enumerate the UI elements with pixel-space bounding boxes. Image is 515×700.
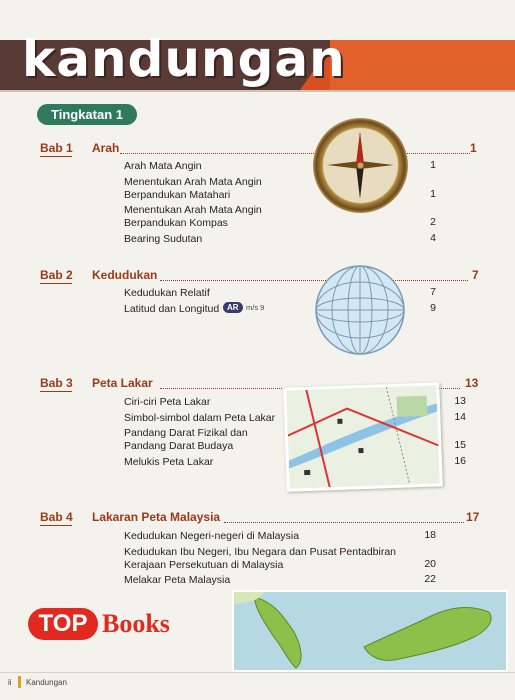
compass-image xyxy=(313,118,408,213)
toc-item[interactable]: Melukis Peta Lakar xyxy=(124,456,214,468)
toc-item[interactable]: Berpandukan Kompas xyxy=(124,217,228,229)
divider xyxy=(0,90,515,92)
toc-item[interactable]: Ciri-ciri Peta Lakar xyxy=(124,396,211,408)
chapter-page: 1 xyxy=(470,141,477,155)
topbooks-logo xyxy=(28,608,170,640)
toc-item[interactable]: Arah Mata Angin xyxy=(124,160,202,172)
toc-item[interactable]: Berpandukan Matahari xyxy=(124,189,231,201)
chapter-title[interactable]: Arah xyxy=(92,141,120,155)
chapter-page: 7 xyxy=(472,268,479,282)
toc-item[interactable]: Simbol-simbol dalam Peta Lakar xyxy=(124,412,276,424)
chapter-page: 13 xyxy=(465,376,479,390)
leader-dots xyxy=(224,522,464,523)
ar-suffix: m/s 9 xyxy=(246,303,265,312)
chapter-underline xyxy=(40,391,72,392)
footer-page-number: ii xyxy=(8,678,12,687)
toc-page: 9 xyxy=(430,302,436,314)
toc-item[interactable]: Kedudukan Relatif xyxy=(124,287,210,299)
footer-label: Kandungan xyxy=(26,678,67,687)
toc-page: 4 xyxy=(430,232,436,244)
toc-page: 1 xyxy=(430,159,436,171)
toc-item[interactable]: Pandang Darat Fizikal dan xyxy=(124,427,248,439)
toc-page: 14 xyxy=(454,411,466,423)
logo-books-text: Books xyxy=(102,609,170,638)
toc-item[interactable]: Pandang Darat Budaya xyxy=(124,440,234,452)
toc-item[interactable]: Menentukan Arah Mata Angin xyxy=(124,176,262,188)
chapter-page: 17 xyxy=(466,510,480,524)
header-accent-block xyxy=(330,40,515,90)
chapter-number[interactable]: Bab 2 xyxy=(40,268,73,282)
toc-item[interactable]: Melakar Peta Malaysia xyxy=(124,574,231,586)
footer-accent xyxy=(18,676,21,688)
chapter-title[interactable]: Peta Lakar xyxy=(92,376,153,390)
chapter-number[interactable]: Bab 4 xyxy=(40,510,73,524)
malaysia-map-image xyxy=(232,590,508,672)
chapter-title[interactable]: Lakaran Peta Malaysia xyxy=(92,510,221,524)
toc-page: 16 xyxy=(454,455,466,467)
toc-item[interactable]: Latitud dan Longitud xyxy=(124,303,220,315)
toc-item[interactable]: Bearing Sudutan xyxy=(124,233,203,245)
level-badge: Tingkatan 1 xyxy=(37,104,137,125)
chapter-underline xyxy=(40,156,72,157)
logo-top-text: TOP xyxy=(28,608,98,640)
toc-page: 15 xyxy=(454,439,466,451)
chapter-underline xyxy=(40,525,72,526)
leader-dots xyxy=(120,153,470,154)
chapter-underline xyxy=(40,283,72,284)
toc-page: 13 xyxy=(454,395,466,407)
toc-page: 22 xyxy=(424,573,436,585)
sketch-map-image xyxy=(283,382,443,491)
toc-page: 1 xyxy=(430,188,436,200)
toc-page: 7 xyxy=(430,286,436,298)
page-title: kandungan xyxy=(22,30,346,88)
toc-item[interactable]: Kedudukan Ibu Negeri, Ibu Negara dan Pusat Pentadbiran xyxy=(124,546,397,558)
globe-image xyxy=(312,262,408,358)
toc-item[interactable]: Kedudukan Negeri-negeri di Malaysia xyxy=(124,530,300,542)
chapter-number[interactable]: Bab 3 xyxy=(40,376,73,390)
toc-page: 2 xyxy=(430,216,436,228)
ar-badge: AR xyxy=(223,302,243,313)
toc-item[interactable]: Kerajaan Persekutuan di Malaysia xyxy=(124,559,284,571)
chapter-number[interactable]: Bab 1 xyxy=(40,141,73,155)
toc-item[interactable]: Menentukan Arah Mata Angin xyxy=(124,204,262,216)
footer-divider xyxy=(0,672,515,673)
toc-page: 20 xyxy=(424,558,436,570)
chapter-title[interactable]: Kedudukan xyxy=(92,268,158,282)
toc-page: 18 xyxy=(424,529,436,541)
